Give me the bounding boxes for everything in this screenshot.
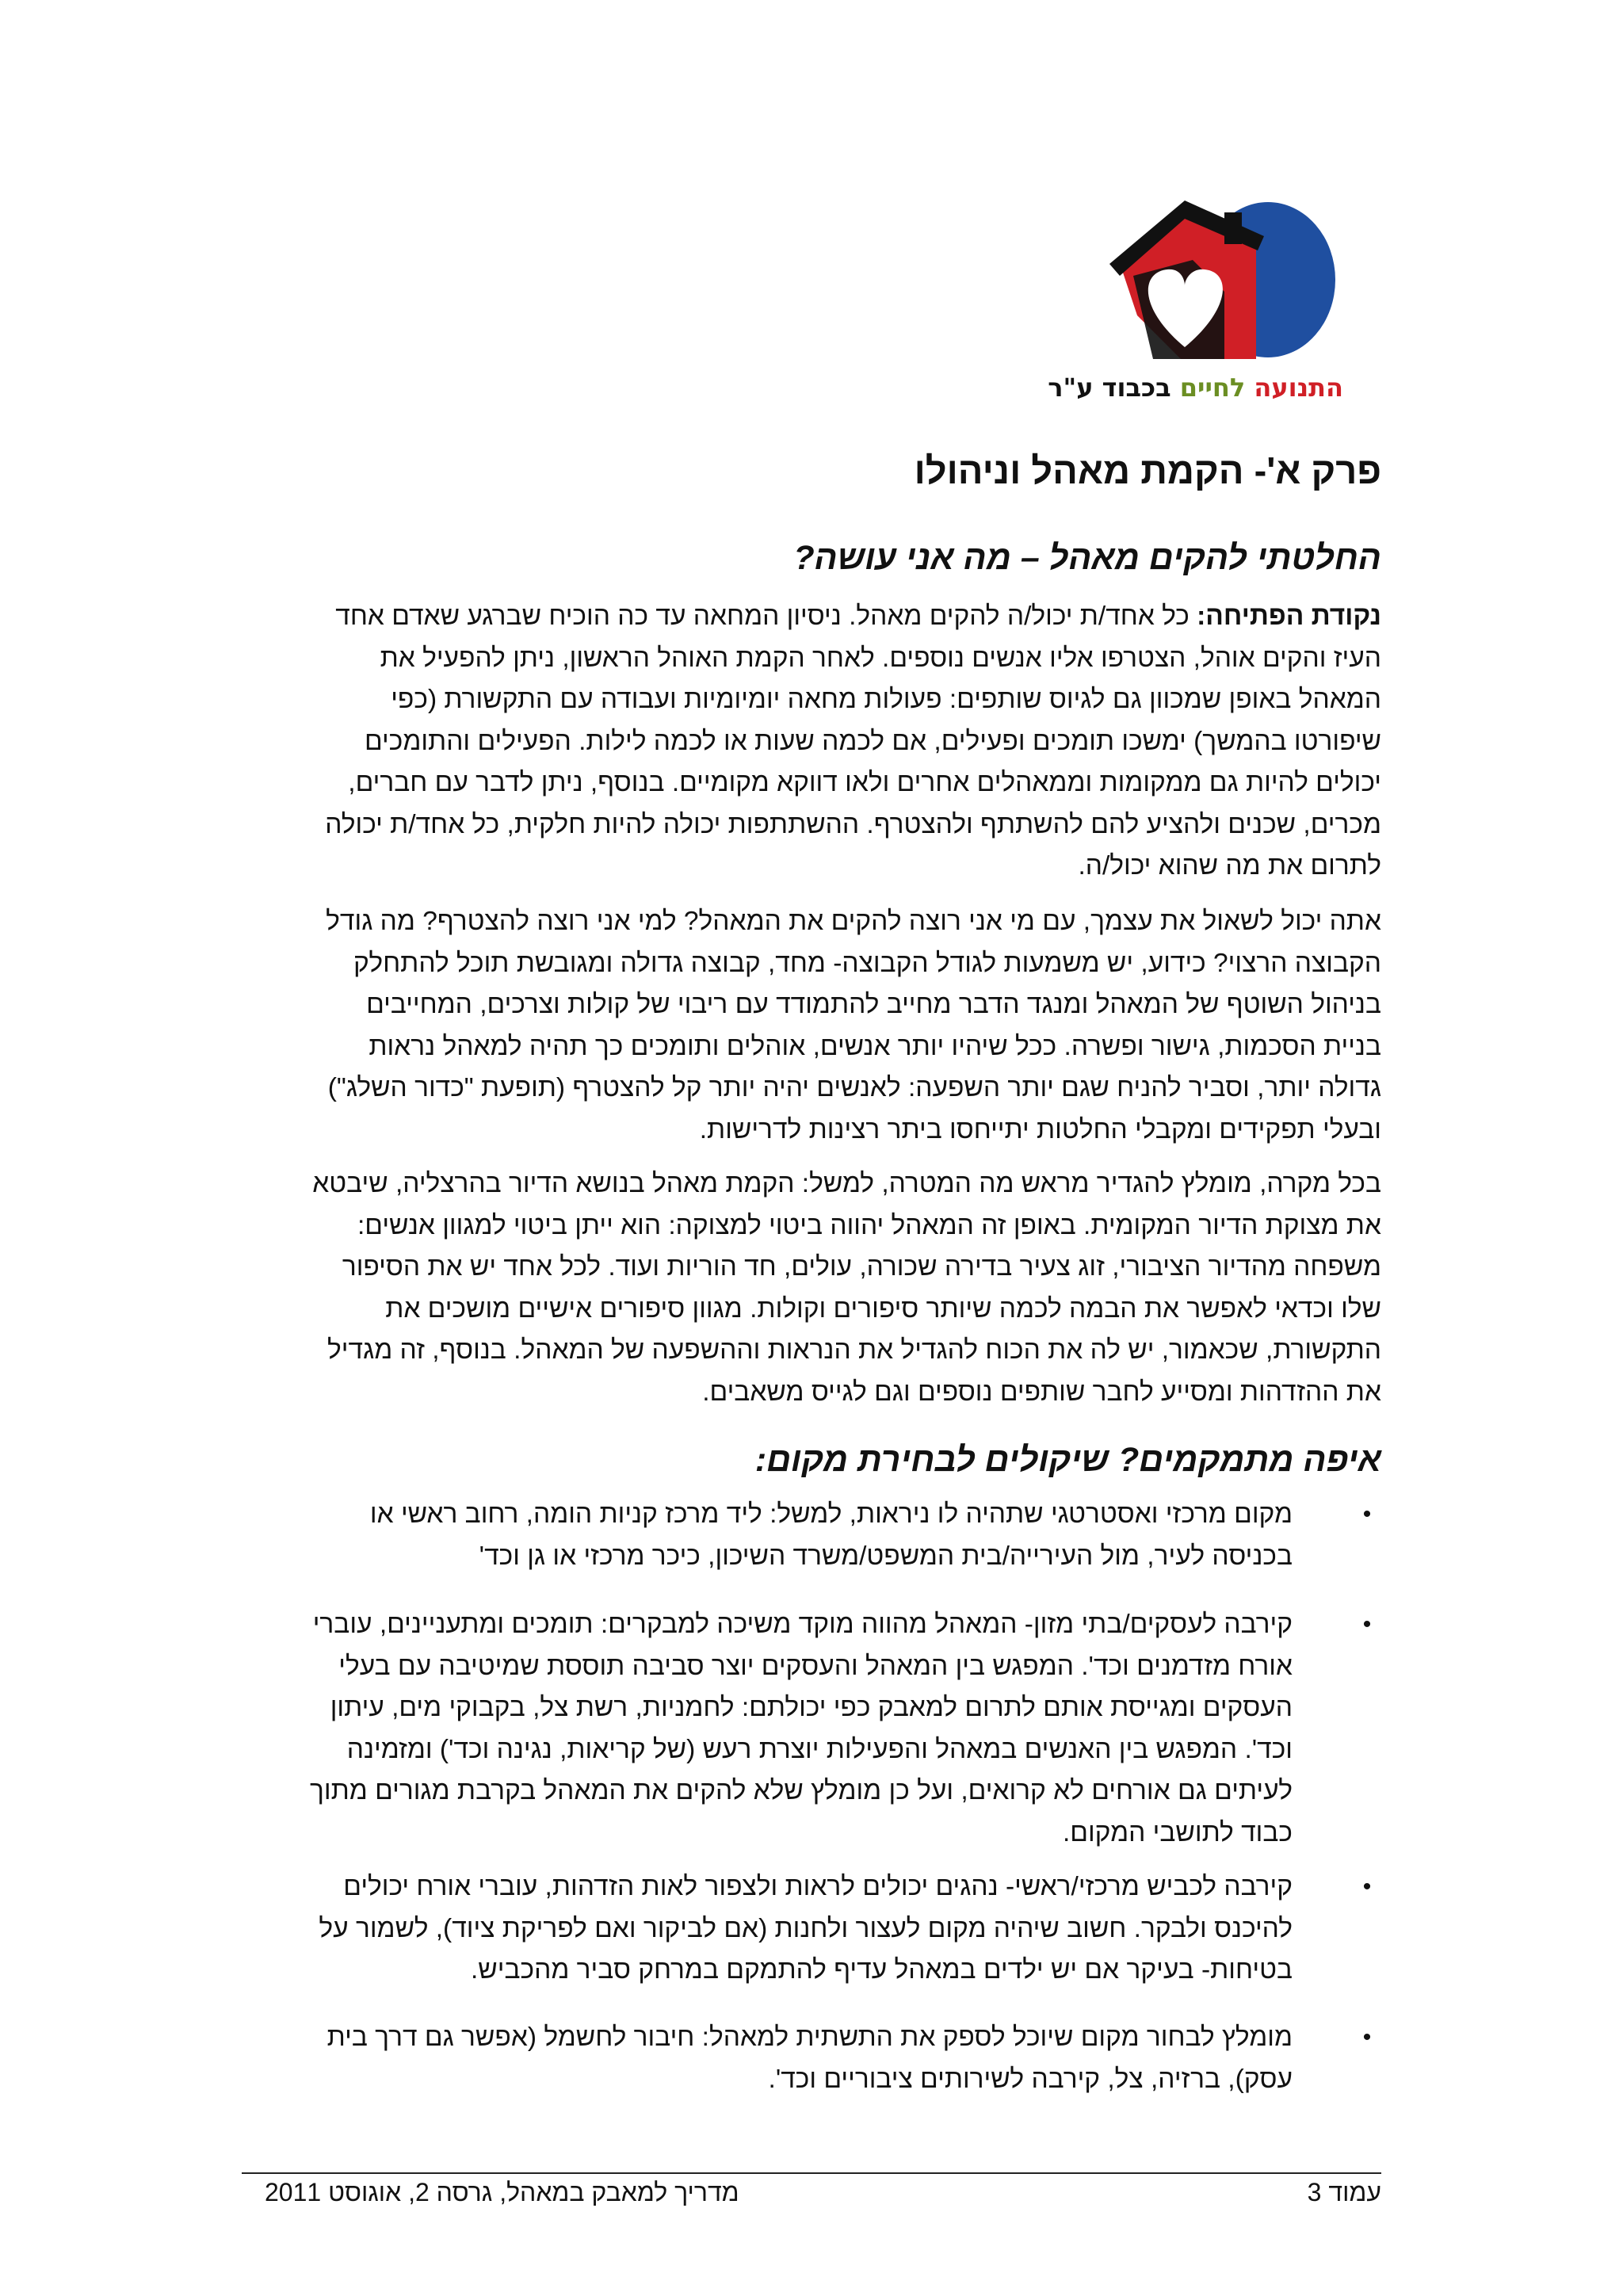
paragraph-line: התקשורת, שכאמור, יש לה את הכוח להגדיל את הנראות וההשפעה של המאהל. בנוסף, זה מגדיל xyxy=(327,1335,1381,1365)
paragraph-line: שלו וכדאי לאפשר את הבמה לכמה שיותר סיפורים וקולות. מגוון סיפורים אישיים מושכים את xyxy=(385,1293,1381,1324)
list-item-line: לעיתים גם אורחים לא קרואים, ועל כן מומלץ שלא להקים את המאהל בקרבת מגורים מתוך xyxy=(310,1776,1293,1805)
paragraph-line: את מצוקת הדיור המקומית. באופן זה המאהל יהווה ביטוי למצוקה: הוא ייתן ביטוי למגוון אנשים: xyxy=(357,1210,1381,1240)
list-item xyxy=(240,1494,1381,1577)
bullet-icon: • xyxy=(1362,2024,1372,2050)
list-item-line: כבוד לתושבי המקום. xyxy=(1062,1817,1293,1847)
paragraph-starting-point xyxy=(240,596,1381,888)
paragraph-line: הקבוצה הרצוי? כידוע, יש משמעות לגודל הקבוצה- מחד, קבוצה גדולה ומגובשת תוכל להתחלק xyxy=(353,948,1381,978)
logo-text-rest: בכבוד ע"ר xyxy=(1048,372,1171,403)
paragraph-line: ובעלי תפקידים ומקבלי החלטות יתייחסו ביתר רצינות לדרישות. xyxy=(699,1114,1381,1144)
list-item-line: בטיחות- בעיקר אם יש ילדים במאהל עדיף להתמקם במרחק סביר מהכביש. xyxy=(471,1955,1293,1985)
list-item-line: העסקים ומגייסת אותם לתרום למאבק כפי יכולתם: לחמניות, רשת צל, בקבוקי מים, עיתון xyxy=(330,1693,1293,1722)
list-item-line: אורח מזדמנים וכד'. המפגש בין המאהל והעסקים יוצר סביבה תוססת שמיטיבה עם בעלי xyxy=(338,1651,1293,1681)
paragraph-line: בניהול השוטף של המאהל ומנגד הדבר מחייב להתמודד עם ריבוי של קולות וצרכים, המחייבים xyxy=(366,990,1381,1019)
footer-divider xyxy=(242,2172,1381,2174)
footer-page-number: עמוד 3 xyxy=(1307,2178,1381,2206)
bullet-icon: • xyxy=(1362,1501,1372,1527)
paragraph-line: בניית הסכמות, גישור ופשרה. ככל שיהיו יותר אנשים, אוהלים ותומכים כך תהיה למאהל נראות xyxy=(369,1031,1381,1061)
paragraph-line: נקודת הפתיחה: כל אחד/ת יכול/ה להקים מאהל. ניסיון המחאה עד כה הוכיח שברגע שאדם אחד xyxy=(335,602,1381,631)
section-heading-location: איפה מתמקמים? שיקולים לבחירת מקום: xyxy=(754,1441,1381,1479)
list-item-line: מומלץ לבחור מקום שיוכל לספק את התשתית למאהל: חיבור לחשמל (אפשר גם דרך בית xyxy=(327,2023,1293,2052)
paragraph-line: בכל מקרה, מומלץ להגדיר מראש מה המטרה, למשל: הקמת מאהל בנושא הדיור בהרצליה, שיבטא xyxy=(312,1169,1381,1198)
logo-wordmark xyxy=(1048,372,1343,403)
paragraph-define-goal xyxy=(240,1163,1381,1413)
paragraph-line: גדולה יותר, וסביר להניח שגם יותר השפעה: לאנשים יהיה יותר קל להצטרף (תופעת "כדור השלג") xyxy=(327,1073,1381,1102)
paragraph-line: יכולים להיות גם ממקומות וממאהלים אחרים ולאו דווקא מקומיים. בנוסף, ניתן לדבר עם חברים, xyxy=(348,768,1381,797)
paragraph-line: אתה יכול לשאול את עצמך, עם מי אני רוצה להקים את המאהל? למי אני רוצה להצטרף? מה גודל xyxy=(326,907,1381,936)
paragraph-group-size xyxy=(240,901,1381,1151)
paragraph-line: שיפורטו בהמשך) ימשכו תומכים ופעילים, אם לכמה שעות או לכמה לילות. הפעילים והתומכים xyxy=(365,726,1381,756)
list-item-line: בכניסה לעיר, מול העירייה/בית המשפט/משרד השיכון, כיכר מרכזי או גן וכד' xyxy=(479,1541,1293,1571)
list-item xyxy=(240,1604,1381,1854)
paragraph-line: מכרים, שכנים ולהציע להם להשתתף ולהצטרף. ההשתתפות יכולה להיות חלקית, כל אחד/ת יכולה xyxy=(325,809,1381,839)
paragraph-line: לתרום את מה שהוא יכול/ה. xyxy=(1078,851,1381,881)
list-item-line: מקום מרכזי ואסטרטגי שתהיה לו ניראות, למשל: ליד מרכז קניות הומה, רחוב ראשי או xyxy=(369,1499,1293,1529)
list-item xyxy=(240,1866,1381,1992)
house-heart-logo-icon xyxy=(1106,197,1343,371)
list-item-line: עסק), ברזיה, צל, קירבה לשירותים ציבוריים וכד'. xyxy=(768,2064,1293,2094)
paragraph-line: משפחה מהדיור הציבורי, זוג צעיר בדירה שכורה, עולים, חד הוריות ועוד. לכל אחד יש את הסיפור xyxy=(342,1252,1381,1282)
list-item-line: להיכנס ולבקר. חשוב שיהיה מקום לעצור ולחנות (אם לביקור ואם לפריקת ציוד), לשמור על xyxy=(319,1913,1293,1943)
paragraph-line: המאהל באופן שמכוון גם לגיוס שותפים: פעולות מחאה יומיומיות ועבודה עם התקשורת (כפי xyxy=(391,685,1381,714)
organization-logo xyxy=(1048,197,1343,415)
list-item-line: וכד'. המפגש בין האנשים במאהל והפעילות יוצרת רעש (של קריאות, נגינה וכד') ומזמינה xyxy=(346,1734,1293,1764)
logo-text-red: התנועה xyxy=(1254,372,1343,403)
chapter-title: פרק א'- הקמת מאהל וניהולו xyxy=(914,449,1381,491)
logo-text-green: לחיים xyxy=(1179,372,1246,403)
lead-label: נקודת הפתיחה: xyxy=(1197,602,1381,631)
footer-document-info: מדריך למאבק במאהל, גרסה 2, אוגוסט 2011 xyxy=(265,2178,739,2206)
list-item-line: קירבה לעסקים/בתי מזון- המאהל מהווה מוקד משיכה למבקרים: תומכים ומתעניינים, עוברי xyxy=(312,1610,1293,1639)
list-item xyxy=(240,2017,1381,2100)
bullet-icon: • xyxy=(1362,1611,1372,1637)
paragraph-line: את ההזדהות ומסייע לחבר שותפים נוספים וגם לגייס משאבים. xyxy=(702,1377,1381,1407)
paragraph-line: העיז והקים אוהל, הצטרפו אליו אנשים נוספים. לאחר הקמת האוהל הראשון, ניתן להפעיל את xyxy=(380,643,1381,673)
bullet-icon: • xyxy=(1362,1874,1372,1900)
section-heading-decision: החלטתי להקים מאהל – מה אני עושה? xyxy=(793,539,1381,577)
list-item-line: קירבה לכביש מרכזי/ראשי- נהגים יכולים לראות ולצפור לאות הזדהות, עוברי אורח יכולים xyxy=(343,1872,1293,1901)
